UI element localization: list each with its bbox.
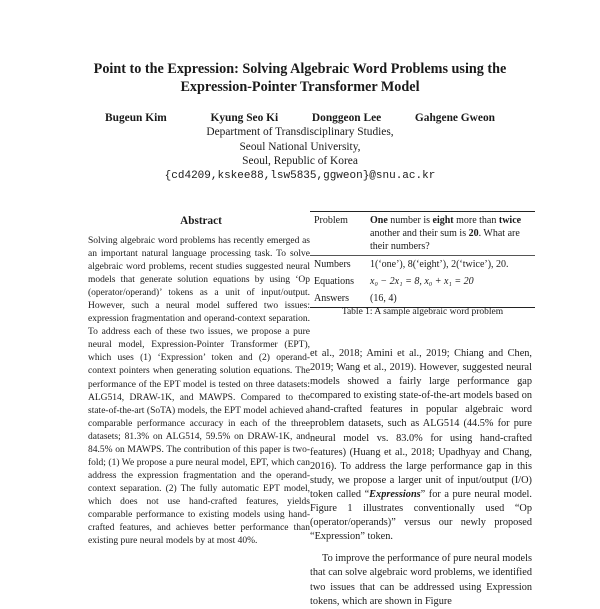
affiliation-line-1: Department of Transdisciplinary Studies,	[206, 126, 394, 138]
abstract-heading: Abstract	[180, 215, 222, 227]
affiliation-line-2: Seoul National University,	[239, 140, 361, 153]
table-caption: Table 1: A sample algebraic word problem	[341, 307, 504, 317]
author-4: Gahgene Gweon	[414, 112, 495, 124]
row-label: Equations	[314, 276, 354, 287]
table-row	[310, 256, 535, 274]
right-column-body	[310, 347, 532, 609]
paragraph: et al., 2018; Amini et al., 2019; Chiang and Chen, 2019; Wang et al., 2019). However, suggested neural models showed a fairly large performance gap compared to existing state-of-the-art models based on hand-crafted features in popular algebraic word problem datasets, such as ALG514 (44.5% for pure neural model vs. 83.0% for using hand-crafted features) (Huang et al., 2018; Upadhyay and Chang, 2016). To address the large performance gap in this study, we propose a larger unit of input/output (I/O) token called “Expressions” for a pure neural model. Figure 1 illustrates conventionally used “Op (operator/operands)” versus our newly proposed “Expression” token.	[310, 348, 532, 543]
author-list	[0, 111, 600, 125]
table-row	[310, 290, 535, 308]
paper-title	[0, 60, 600, 96]
abstract-body: Solving algebraic word problems has recently emerged as an important natural language processing task. To solve algebraic word problems, recent studies suggested neural models that generate solution equations by using ‘Op (operator/operand)’ tokens as a unit of input/output. However, such a neural model suffered two issues: expression fragmentation and operand-context separation. To address each of these two issues, we propose a pure neural model, Expression-Pointer Transformer (EPT), which uses (1) ‘Expression’ token and (2) operand-context pointers when generating solution equations. The performance of the EPT model is tested on three datasets: ALG514, DRAW-1K, and MAWPS. Compared to the state-of-the-art (SoTA) models, the EPT model achieved a comparable performance accuracy in each of the three datasets; 81.3% on ALG514, 59.5% on DRAW-1K, and 84.5% on MAWPS. The contribution of this paper is two-fold; (1) We propose a pure neural model, EPT, which can address the expression fragmentation and the operand-context separation. (2) The fully automatic EPT model, which does not use hand-crafted features, yields comparable performance to existing models using hand-crafted features, and achieves better performance than existing pure neural models by at most 40%.	[88, 236, 310, 547]
author-1: Bugeun Kim	[105, 112, 167, 124]
affiliation	[0, 125, 600, 184]
author-2: Kyung Seo Ki	[210, 112, 279, 124]
problem-text: One number is eight more than twice another and their sum is 20. What are their numbers?	[366, 212, 535, 256]
author-email[interactable]: {cd4209,kskee88,lsw5835,ggweon}@snu.ac.kr	[164, 170, 436, 183]
row-label: Problem	[310, 212, 366, 256]
row-value: 1(‘one’), 8(‘eight’), 2(‘twice’), 20.	[366, 256, 535, 274]
row-value: x₀ − 2x₁ = 8, x₀ + x₁ = 20	[370, 276, 474, 287]
title-line-2: Expression-Pointer Transformer Model	[180, 79, 420, 95]
affiliation-line-3: Seoul, Republic of Korea	[242, 155, 358, 168]
row-label: Numbers	[310, 256, 366, 274]
table-row	[310, 212, 535, 256]
paragraph: To improve the performance of pure neural models that can solve algebraic word problems, we identified two issues that can be addressed using Expression tokens, which are shown in Figure	[310, 553, 532, 607]
sample-problem-table	[310, 211, 535, 308]
table-row	[310, 273, 535, 290]
title-line-1: Point to the Expression: Solving Algebraic Word Problems using the	[93, 61, 507, 77]
row-label: Answers	[310, 290, 366, 308]
author-3: Donggeon Lee	[311, 112, 382, 124]
row-value: (16, 4)	[366, 290, 535, 308]
